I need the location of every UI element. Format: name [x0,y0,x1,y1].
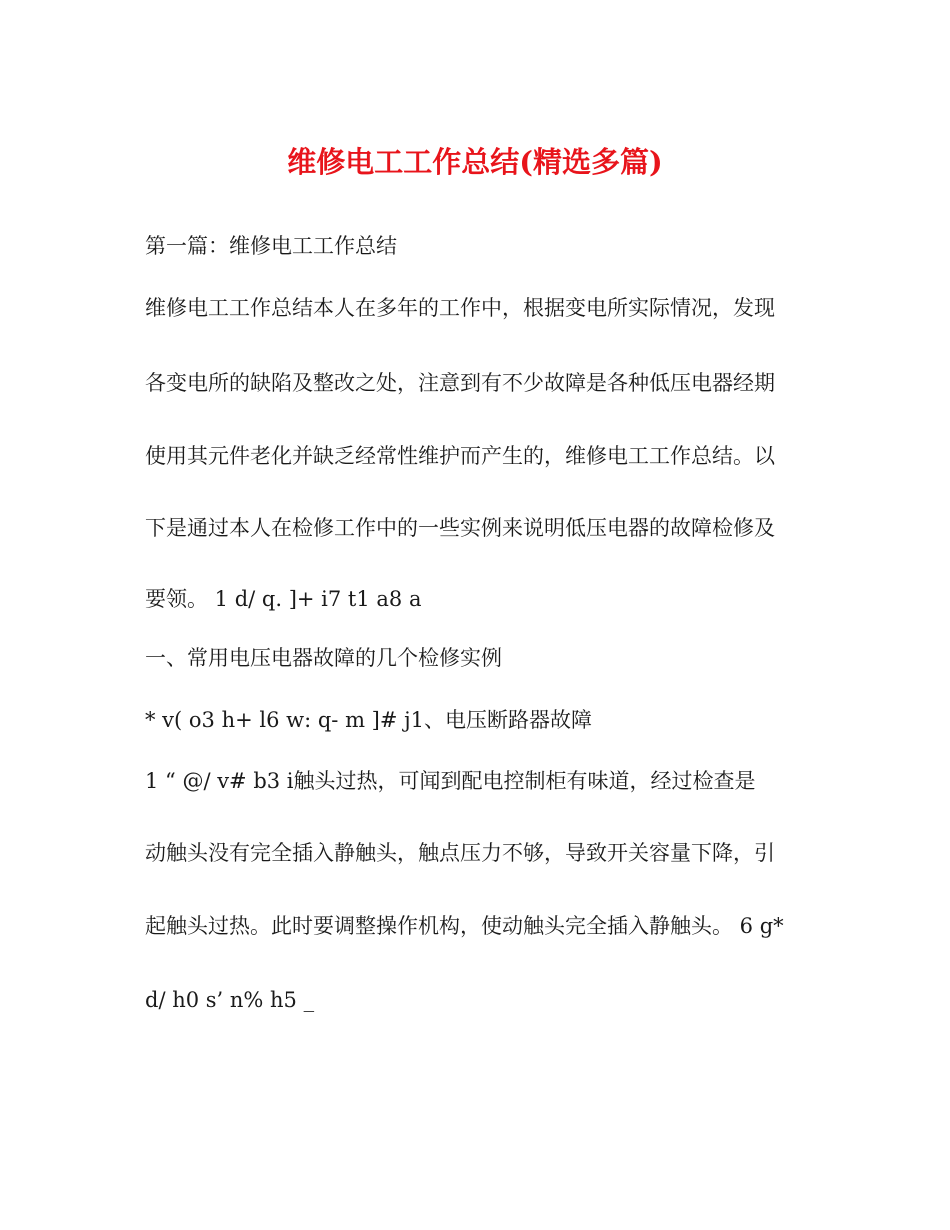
paragraph-line: 维修电工工作总结本人在多年的工作中，根据变电所实际情况，发现 [145,296,775,320]
section-heading-part-one: 第一篇：维修电工工作总结 [145,234,397,258]
paragraph-line: 动触头没有完全插入静触头，触点压力不够，导致开关容量下降，引 [145,841,775,865]
document-title: 维修电工工作总结(精选多篇) [287,145,663,179]
paragraph-line: 使用其元件老化并缺乏经常性维护而产生的，维修电工工作总结。以 [145,444,775,468]
paragraph-line: 下是通过本人在检修工作中的一些实例来说明低压电器的故障检修及 [145,516,775,540]
paragraph-line: 各变电所的缺陷及整改之处，注意到有不少故障是各种低压电器经期 [145,371,775,395]
subsection-heading: * v( o3 h+ l6 w: q- m ]# j1、电压断路器故障 [145,708,592,732]
paragraph-line: 起触头过热。此时要调整操作机构，使动触头完全插入静触头。 6 g* [145,914,784,938]
paragraph-line: 要领。 1 d/ q. ]+ i7 t1 a8 a [145,587,422,611]
section-heading-one: 一、常用电压电器故障的几个检修实例 [145,646,502,670]
paragraph-line: d/ h0 s’ n% h5 _ [145,988,315,1012]
paragraph-line: 1 “ @/ v# b3 i触头过热，可闻到配电控制柜有味道，经过检查是 [145,769,756,793]
